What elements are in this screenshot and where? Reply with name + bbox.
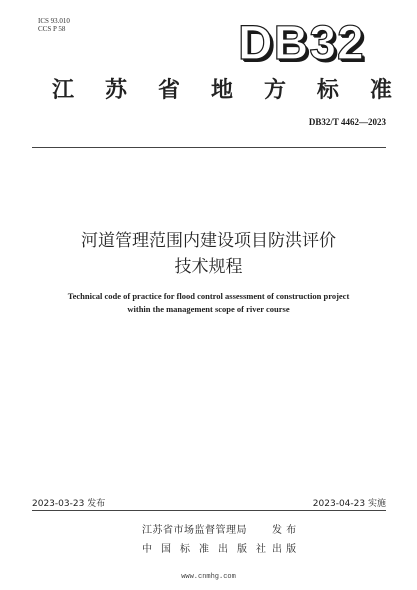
issue-label: 发布 [87,499,106,509]
ccs-code: CCS P 58 [38,25,66,33]
standard-code: DB32/T 4462—2023 [308,117,386,127]
standard-type-char: 省 [157,78,180,103]
standard-type-char: 江 [52,78,75,103]
standard-type-char: 标 [316,78,339,103]
ics-code: ICS 93.010 [38,17,70,25]
title-zh-line1: 河道管理范围内建设项目防洪评价 [81,231,336,251]
implement-label: 实施 [367,499,386,509]
standard-type-char: 方 [263,78,286,103]
standard-type-char: 准 [369,78,392,103]
standard-type-char: 地 [210,78,233,103]
standard-type-heading [52,78,392,104]
bottom-divider [32,510,386,511]
website-footer: www.cnmhg.com [181,573,236,581]
standard-type-char: 苏 [104,78,127,103]
top-divider [32,147,386,148]
title-zh-line2: 技术规程 [174,257,243,277]
issue-date-block [32,496,105,509]
title-en-line1: Technical code of practice for flood control assessment of construction project [67,291,350,301]
issue-date: 2023-03-23 [32,499,85,509]
publisher-name: 中国标准出版社 [142,544,275,555]
title-en-line2: within the management scope of river course [127,304,290,314]
db32-logo: DB32 [238,17,365,70]
implement-date: 2023-04-23 [312,499,366,509]
issuer-action: 发 布 [272,525,297,536]
publisher-action: 出 版 [272,544,297,555]
classification-codes [38,17,70,33]
implement-date-block [313,496,386,509]
issuer-name: 江苏省市场监督管理局 [142,525,247,536]
